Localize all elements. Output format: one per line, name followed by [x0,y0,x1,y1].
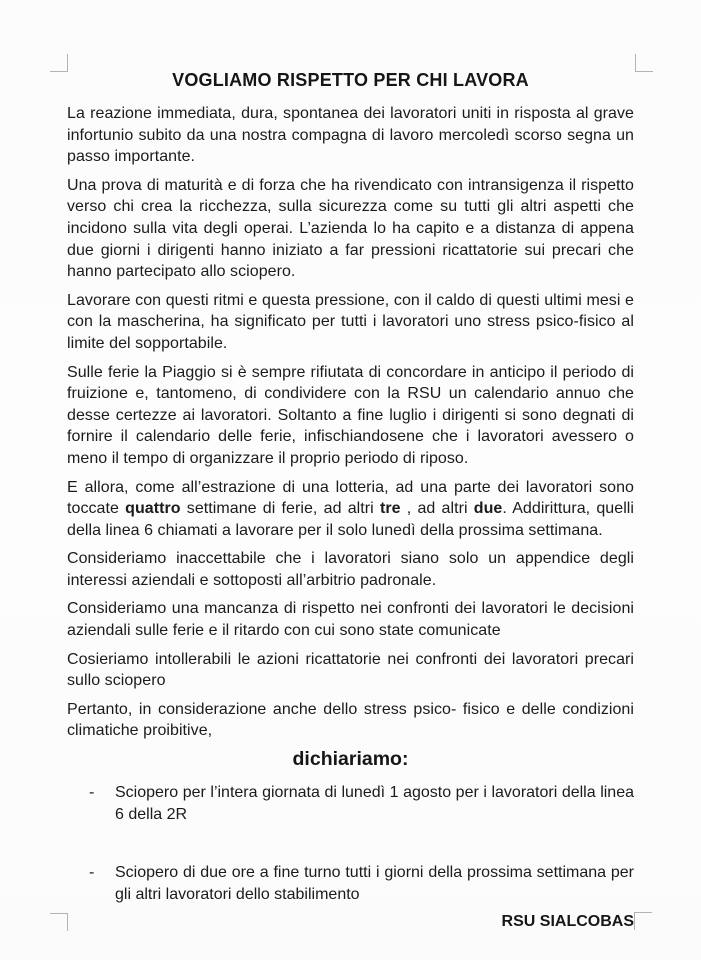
crop-mark-top-left-icon [50,54,68,72]
paragraph-unacceptable: Consideriamo inaccettabile che i lavoratori siano solo un appendice degli interessi aziendali e sottoposti all’arbitrio padronale. [67,550,634,589]
paragraph-working-conditions: Lavorare con questi ritmi e questa pressione, con il caldo di questi ultimi mesi e con la mascherina, ha significato per tutti i lavoratori uno stress psico-fisico al limite del sopportabile. [67,291,634,352]
paragraph-therefore: Pertanto, in considerazione anche dello stress psico- fisico e delle condizioni climatiche proibitive, [67,700,634,740]
crop-mark-top-right-icon [635,54,653,72]
paragraph-reaction: La reazione immediata, dura, spontanea dei lavoratori uniti in risposta al grave infortunio subito da una nostra compagna di lavoro mercoledì scorso segna un passo importante. [67,105,634,166]
signature: RSU SIALCOBAS [501,913,634,931]
list-item-strike-august-1 [67,782,634,825]
crop-mark-bottom-right-icon [634,912,652,930]
paragraph-lottery [67,477,634,542]
bold-word-tre: tre [379,500,401,518]
paragraph-lottery-text: E allora, come all’estrazione di una lotteria, ad una parte dei lavoratori sono toccate [67,478,634,518]
paragraph-lottery-text: . Addirittura, quelli della linea 6 chiamati a lavorare per il solo lunedì della prossima settimana. [67,500,635,539]
bullet-dash: - [89,784,95,802]
paragraph-intolerable: Cosieriamo intollerabili le azioni ricattatorie nei confronti dei lavoratori precari sullo sciopero [67,650,634,690]
paragraph-lack-of-respect: Consideriamo una mancanza di rispetto nei confronti dei lavoratori le decisioni aziendali sulle ferie e il ritardo con cui sono state comunicate [67,600,634,640]
bold-word-quattro: quattro [125,500,181,518]
bullet-dash: - [89,864,95,882]
document-title: VOGLIAMO RISPETTO PER CHI LAVORA [172,70,529,90]
bold-word-due: due [473,500,503,518]
list-item-strike-two-hours [67,862,634,905]
paragraph-maturity: Una prova di maturità e di forza che ha rivendicato con intransigenza il rispetto verso chi crea la ricchezza, sulla sicurezza come su tutti gli altri aspetti che incidono sulla vita degli operai. L’azienda lo ha capito e a distanza di appena due giorni i dirigenti hanno iniziato a far pressioni ricattatorie sui precari che hanno partecipato allo sciopero. [67,176,634,281]
paragraph-lottery-text: settimane di ferie, ad altri [180,500,380,518]
bullet-text: Sciopero per l’intera giornata di lunedì 1 agosto per i lavoratori della linea 6 della 2R [115,784,634,823]
bullet-text: Sciopero di due ore a fine turno tutti i giorni della prossima settimana per gli altri lavoratori dello stabilimento [115,864,634,903]
declaration-heading: dichiariamo: [292,748,409,771]
document-content [67,70,634,931]
paragraph-holidays: Sulle ferie la Piaggio si è sempre rifiutata di concordare in anticipo il periodo di fruizione e, tantomeno, di condividere con la RSU un calendario annuo che desse certezze ai lavoratori. Soltanto a fine luglio i dirigenti si sono degnati di fornire il calendario delle ferie, infischiandosene che i lavoratori avessero o meno il tempo di organizzare il proprio periodo di riposo. [67,363,634,467]
crop-mark-bottom-left-icon [50,913,68,931]
paragraph-lottery-text: , ad altri [400,500,474,518]
